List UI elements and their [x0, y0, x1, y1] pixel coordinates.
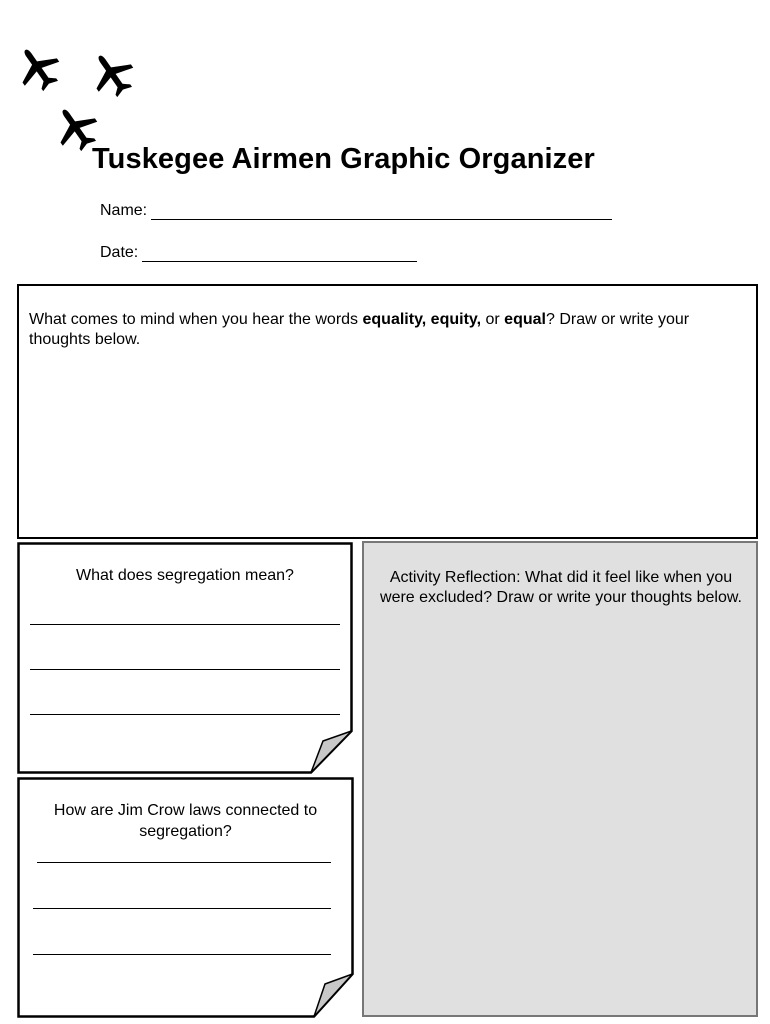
date-blank-line[interactable]: [142, 245, 417, 262]
reflection-prompt: Activity Reflection: What did it feel like when you were excluded? Draw or write your thoughts below.: [380, 569, 742, 606]
keyword-equity: equity,: [430, 311, 482, 328]
keyword-equal: equal: [504, 311, 546, 328]
answer-line[interactable]: [30, 669, 340, 670]
segregation-prompt: What does segregation mean?: [76, 567, 294, 584]
name-field[interactable]: [100, 202, 612, 220]
page-title: Tuskegee Airmen Graphic Organizer: [92, 143, 595, 175]
date-field[interactable]: [100, 244, 417, 262]
jim-crow-prompt: How are Jim Crow laws connected to segregation?: [53, 802, 318, 840]
name-label: Name:: [100, 202, 148, 219]
answer-line[interactable]: [37, 862, 331, 863]
equality-response-box[interactable]: [17, 284, 758, 539]
answer-line[interactable]: [33, 908, 331, 909]
activity-reflection-box[interactable]: [362, 541, 758, 1017]
answer-line[interactable]: [30, 714, 340, 715]
name-blank-line[interactable]: [151, 203, 612, 220]
date-label: Date:: [100, 244, 139, 261]
airplane-icon: [5, 35, 72, 102]
keyword-equality: equality,: [362, 311, 427, 328]
segregation-note[interactable]: [17, 542, 353, 774]
prompt-text-end: ? Draw or write your thoughts below.: [29, 311, 690, 348]
prompt-connector: or: [481, 311, 505, 328]
jim-crow-note[interactable]: [17, 777, 354, 1018]
equality-prompt: [29, 310, 744, 350]
answer-line[interactable]: [30, 624, 340, 625]
answer-line[interactable]: [33, 954, 331, 955]
airplane-icon: [79, 41, 146, 108]
prompt-text: What comes to mind when you hear the words: [29, 311, 363, 328]
